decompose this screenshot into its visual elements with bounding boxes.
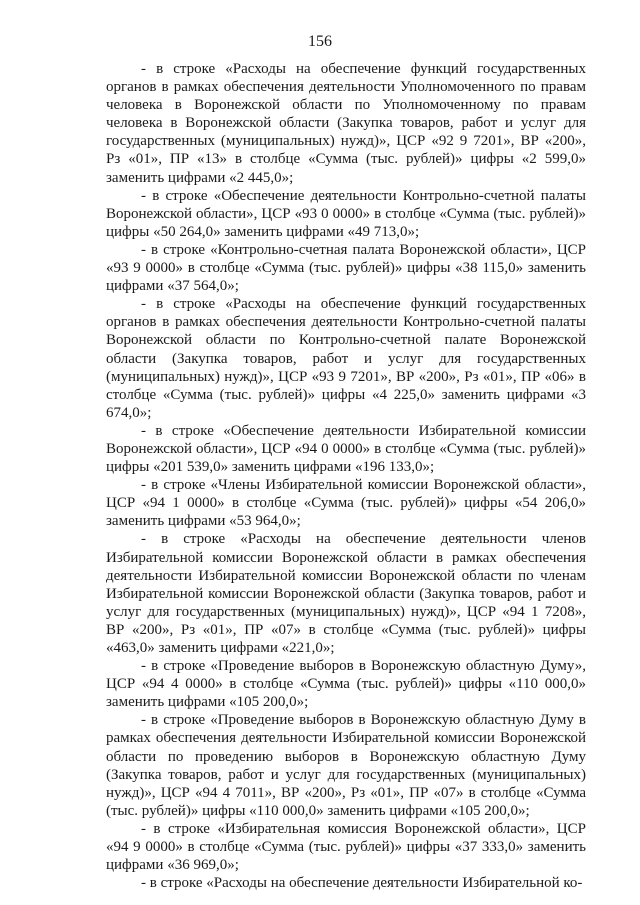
paragraph-3: - в строке «Контрольно-счетная палата Воронежской области», ЦСР «93 9 0000» в столбце «Сумма (тыс. рублей)» цифры «38 115,0» заменить цифрами «37 564,0»; xyxy=(106,241,586,295)
paragraph-5: - в строке «Обеспечение деятельности Избирательной комиссии Воронежской области», ЦСР «94 0 0000» в столбце «Сумма (тыс. рублей)» цифры «201 539,0» заменить цифрами «196 133,0»; xyxy=(106,422,586,476)
paragraph-10: - в строке «Избирательная комиссия Воронежской области», ЦСР «94 9 0000» в столбце «Сумма (тыс. рублей)» цифры «37 333,0» заменить цифрами «36 969,0»; xyxy=(106,820,586,874)
paragraph-11: - в строке «Расходы на обеспечение деятельности Избирательной ко- xyxy=(141,875,583,892)
paragraph-7: - в строке «Расходы на обеспечение деятельности членов Избирательной комиссии Воронежской области в рамках обеспечения деятельности Избирательной комиссии Воронежской области по членам Избирательной комиссии Воронежской области (Закупка товаров, работ и услуг для государственных (муниципальных) нужд)», ЦСР «94 1 7208», ВР «200», Рз «01», ПР «07» в столбце «Сумма (тыс. рублей)» цифры «463,0» заменить цифрами «221,0»; xyxy=(106,531,586,656)
paragraph-9: - в строке «Проведение выборов в Воронежскую областную Думу в рамках обеспечения деятельности Избирательной комиссии Воронежской области по проведению выборов в Воронежскую областную Думу (Закупка товаров, работ и услуг для государственных (муниципальных) нужд)», ЦСР «94 4 7011», ВР «200», Рз «01», ПР «07» в столбце «Сумма (тыс. рублей)» цифры «110 000,0» заменить цифрами «105 200,0»; xyxy=(106,712,586,819)
paragraph-1: - в строке «Расходы на обеспечение функций государственных органов в рамках обеспечения деятельности Уполномоченного по правам человека в Воронежской области по Уполномоченному по правам человека в Воронежской области (Закупка товаров, работ и услуг для государственных (муниципальных) нужд)», ЦСР «92 9 7201», ВР «200», Рз «01», ПР «13» в столбце «Сумма (тыс. рублей)» цифры «2 599,0» заменить цифрами «2 445,0»; xyxy=(106,61,586,186)
document-body xyxy=(106,60,586,892)
page-number: 156 xyxy=(308,33,332,50)
paragraph-6: - в строке «Члены Избирательной комиссии Воронежской области», ЦСР «94 1 0000» в столбце «Сумма (тыс. рублей)» цифры «54 206,0» заменить цифрами «53 964,0»; xyxy=(106,477,586,530)
paragraph-4: - в строке «Расходы на обеспечение функций государственных органов в рамках обеспечения деятельности Контрольно-счетной палаты Воронежской области по Контрольно-счетной палате Воронежской области (Закупка товаров, работ и услуг для государственных (муниципальных) нужд)», ЦСР «93 9 7201», ВР «200», Рз «01», ПР «06» в столбце «Сумма (тыс. рублей)» цифры «4 225,0» заменить цифрами «3 674,0»; xyxy=(106,296,586,421)
paragraph-2: - в строке «Обеспечение деятельности Контрольно-счетной палаты Воронежской области», ЦСР «93 0 0000» в столбце «Сумма (тыс. рублей)» цифры «50 264,0» заменить цифрами «49 713,0»; xyxy=(106,187,586,240)
paragraph-8: - в строке «Проведение выборов в Воронежскую областную Думу», ЦСР «94 4 0000» в столбце «Сумма (тыс. рублей)» цифры «110 000,0» заменить цифрами «105 200,0»; xyxy=(106,658,586,711)
